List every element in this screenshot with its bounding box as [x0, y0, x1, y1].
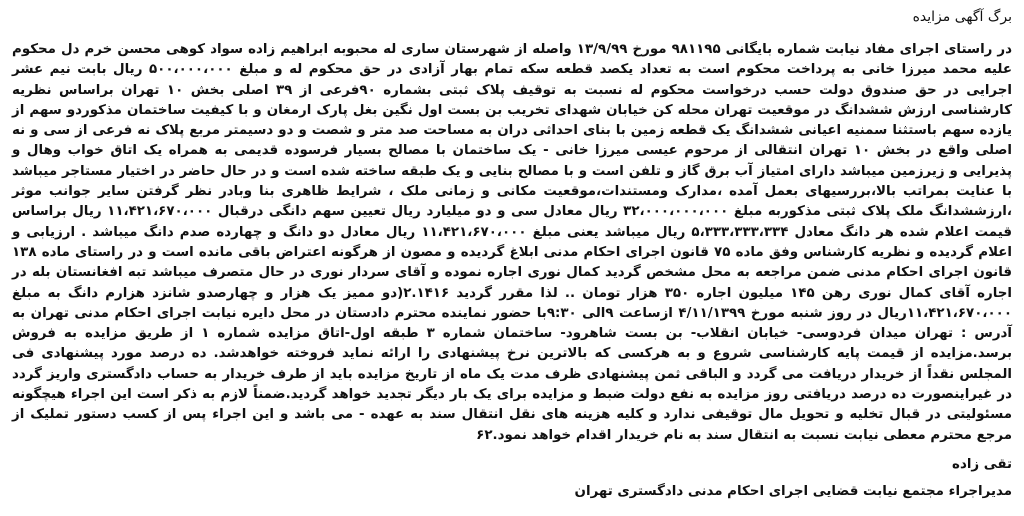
signer-name: تقی زاده	[952, 457, 1012, 472]
notice-body: در راستای اجرای مفاد نیابت شماره بایگانی ۹۸۱۱۹۵ مورخ ۱۳/۹/۹۹ واصله از شهرستان ساری له محبوبه ابراهیم زاده سواد کوهی محسن خرم دل محکوم علیه محمد میرزا خانی به پرداخت محکوم است به تعداد یکصد قطعه سکه تمام بهار آزادی در حق محکوم له و مبلغ ۵۰۰،۰۰۰،۰۰۰ ریال بابت نیم عشر اجرایی در حق صندوق دولت حسب درخواست محکوم له نسبت به توقیف پلاک ثبتی بشماره ۹۰فرعی از ۳۹ اصلی بخش ۱۰ تهران براساس نظریه کارشناسی ارزش ششدانگ در موقعیت تهران محله کن خیابان شهدای تخریب بن بست اول نگین بغل پارک ارمغان و با کیفیت ساختمان مذکوردو سهم از یازده سهم باستثنا سمنیه اعیانی ششدانگ یک قطعه زمین با بنای احداثی دران به مساحت صد متر و شصت و دو دسیمتر مربع پلاک نه فرعی از سی و نه اصلی واقع در بخش ۱۰ تهران انتقالی از مرحوم عیسی میرزا خانی - یک ساختمان با مصالح بسیار فرسوده قدیمی به همراه یک اتاق خواب وهال و پذیرایی و زیرزمین میباشد دارای امتیاز آب برق گاز و تلفن است و با مصالح بنایی و یک طبقه ساخته شده است و در حال حاضر در اختیار مستاجر میباشد با عنایت بمراتب بالا،بررسیهای بعمل آمده ،مدارک ومستندات،موقعیت مکانی و زمانی ملک ، شرایط ظاهری بنا وبادر نظر گرفتن سایر جوانب موثر ،ارزششدانگ ملک پلاک ثبتی مذکوربه مبلغ ۳۲،۰۰۰،۰۰۰،۰۰۰ ریال معادل سی و دو میلیارد ریال تعیین سهم دانگی درقبال ۱۱،۴۲۱،۶۷۰،۰۰۰ ریال براساس قیمت اعلام شده هر دانگ معادل ۵،۳۳۳،۳۳۳،۳۳۴ ریال میباشد یعنی مبلغ ۱۱،۴۲۱،۶۷۰،۰۰۰ ریال معادل دو دانگ و چهارده صدم دانگ میباشد . ارزیابی و اعلام گردیده و نظریه کارشناس وفق ماده ۷۵ قانون اجرای احکام مدنی ابلاغ گردیده و مصون از هرگونه اعتراض باقی مانده است و در راستای ماده ۱۳۸ قانون اجرای احکام مدنی ضمن مراجعه به محل مشخص گردید کمال نوری اجاره نموده و آقای سردار نوری در حال متصرف میباشد تبه افغانستان بله در اجاره آقای کمال نوری رهن ۱۴۵ میلیون اجاره ۳۵۰ هزار تومان .. لذا مقرر گردید ۲.۱۴۱۶(دو ممیز یک هزار و چهارصدو شانزد هزارم دانگ به مبلغ ۱۱،۴۲۱،۶۷۰،۰۰۰ریال در روز شنبه مورخ ۴/۱۱/۱۳۹۹ ازساعت ۹الی ۹:۳۰با حضور نماینده محترم دادستان در محل دایره نیابت اجرای احکام مدنی تهران به آدرس : تهران میدان فردوسی- خیابان انقلاب- بن بست شاهرود- ساختمان شماره ۳ طبقه اول-اتاق مزایده شماره ۱ از طریق مزایده به فروش برسد.مزایده از قیمت پایه کارشناسی شروع و به هرکسی که بالاترین نرخ پیشنهادی را ارائه نماید فروخته خواهدشد. ده درصد مورد پیشنهادی فی المجلس نقداً از خریدار دریافت می گردد و الباقی ثمن پیشنهادی ظرف مدت یک ماه از تاریخ مزایده باید از طرف خریدار به حساب دادگستری واریز گردد در غیراینصورت ده درصد دریافتی روز مزایده به نفع دولت ضبط و مزایده برای یک بار دیگر تجدید خواهد گردید.ضمناً لازم به ذکر است این اجراء هیچگونه مسئولیتی در قبال تخلیه و تحویل مال توقیفی ندارد و کلیه هزینه های نقل انتقال سند به عهده - می باشد و این اجراء پس از کسب دستور تملیک از مرجع محترم معطی نیابت نسبت به انتقال سند به نام خریدار اقدام خواهد نمود.۶۲	[12, 42, 1013, 443]
signer-title: مدیراجراء مجتمع نیابت قضایی اجرای احکام مدنی دادگستری تهران	[574, 484, 1012, 499]
auction-notice	[8, 0, 1016, 516]
notice-title: برگ آگهی مزایده	[912, 9, 1012, 25]
